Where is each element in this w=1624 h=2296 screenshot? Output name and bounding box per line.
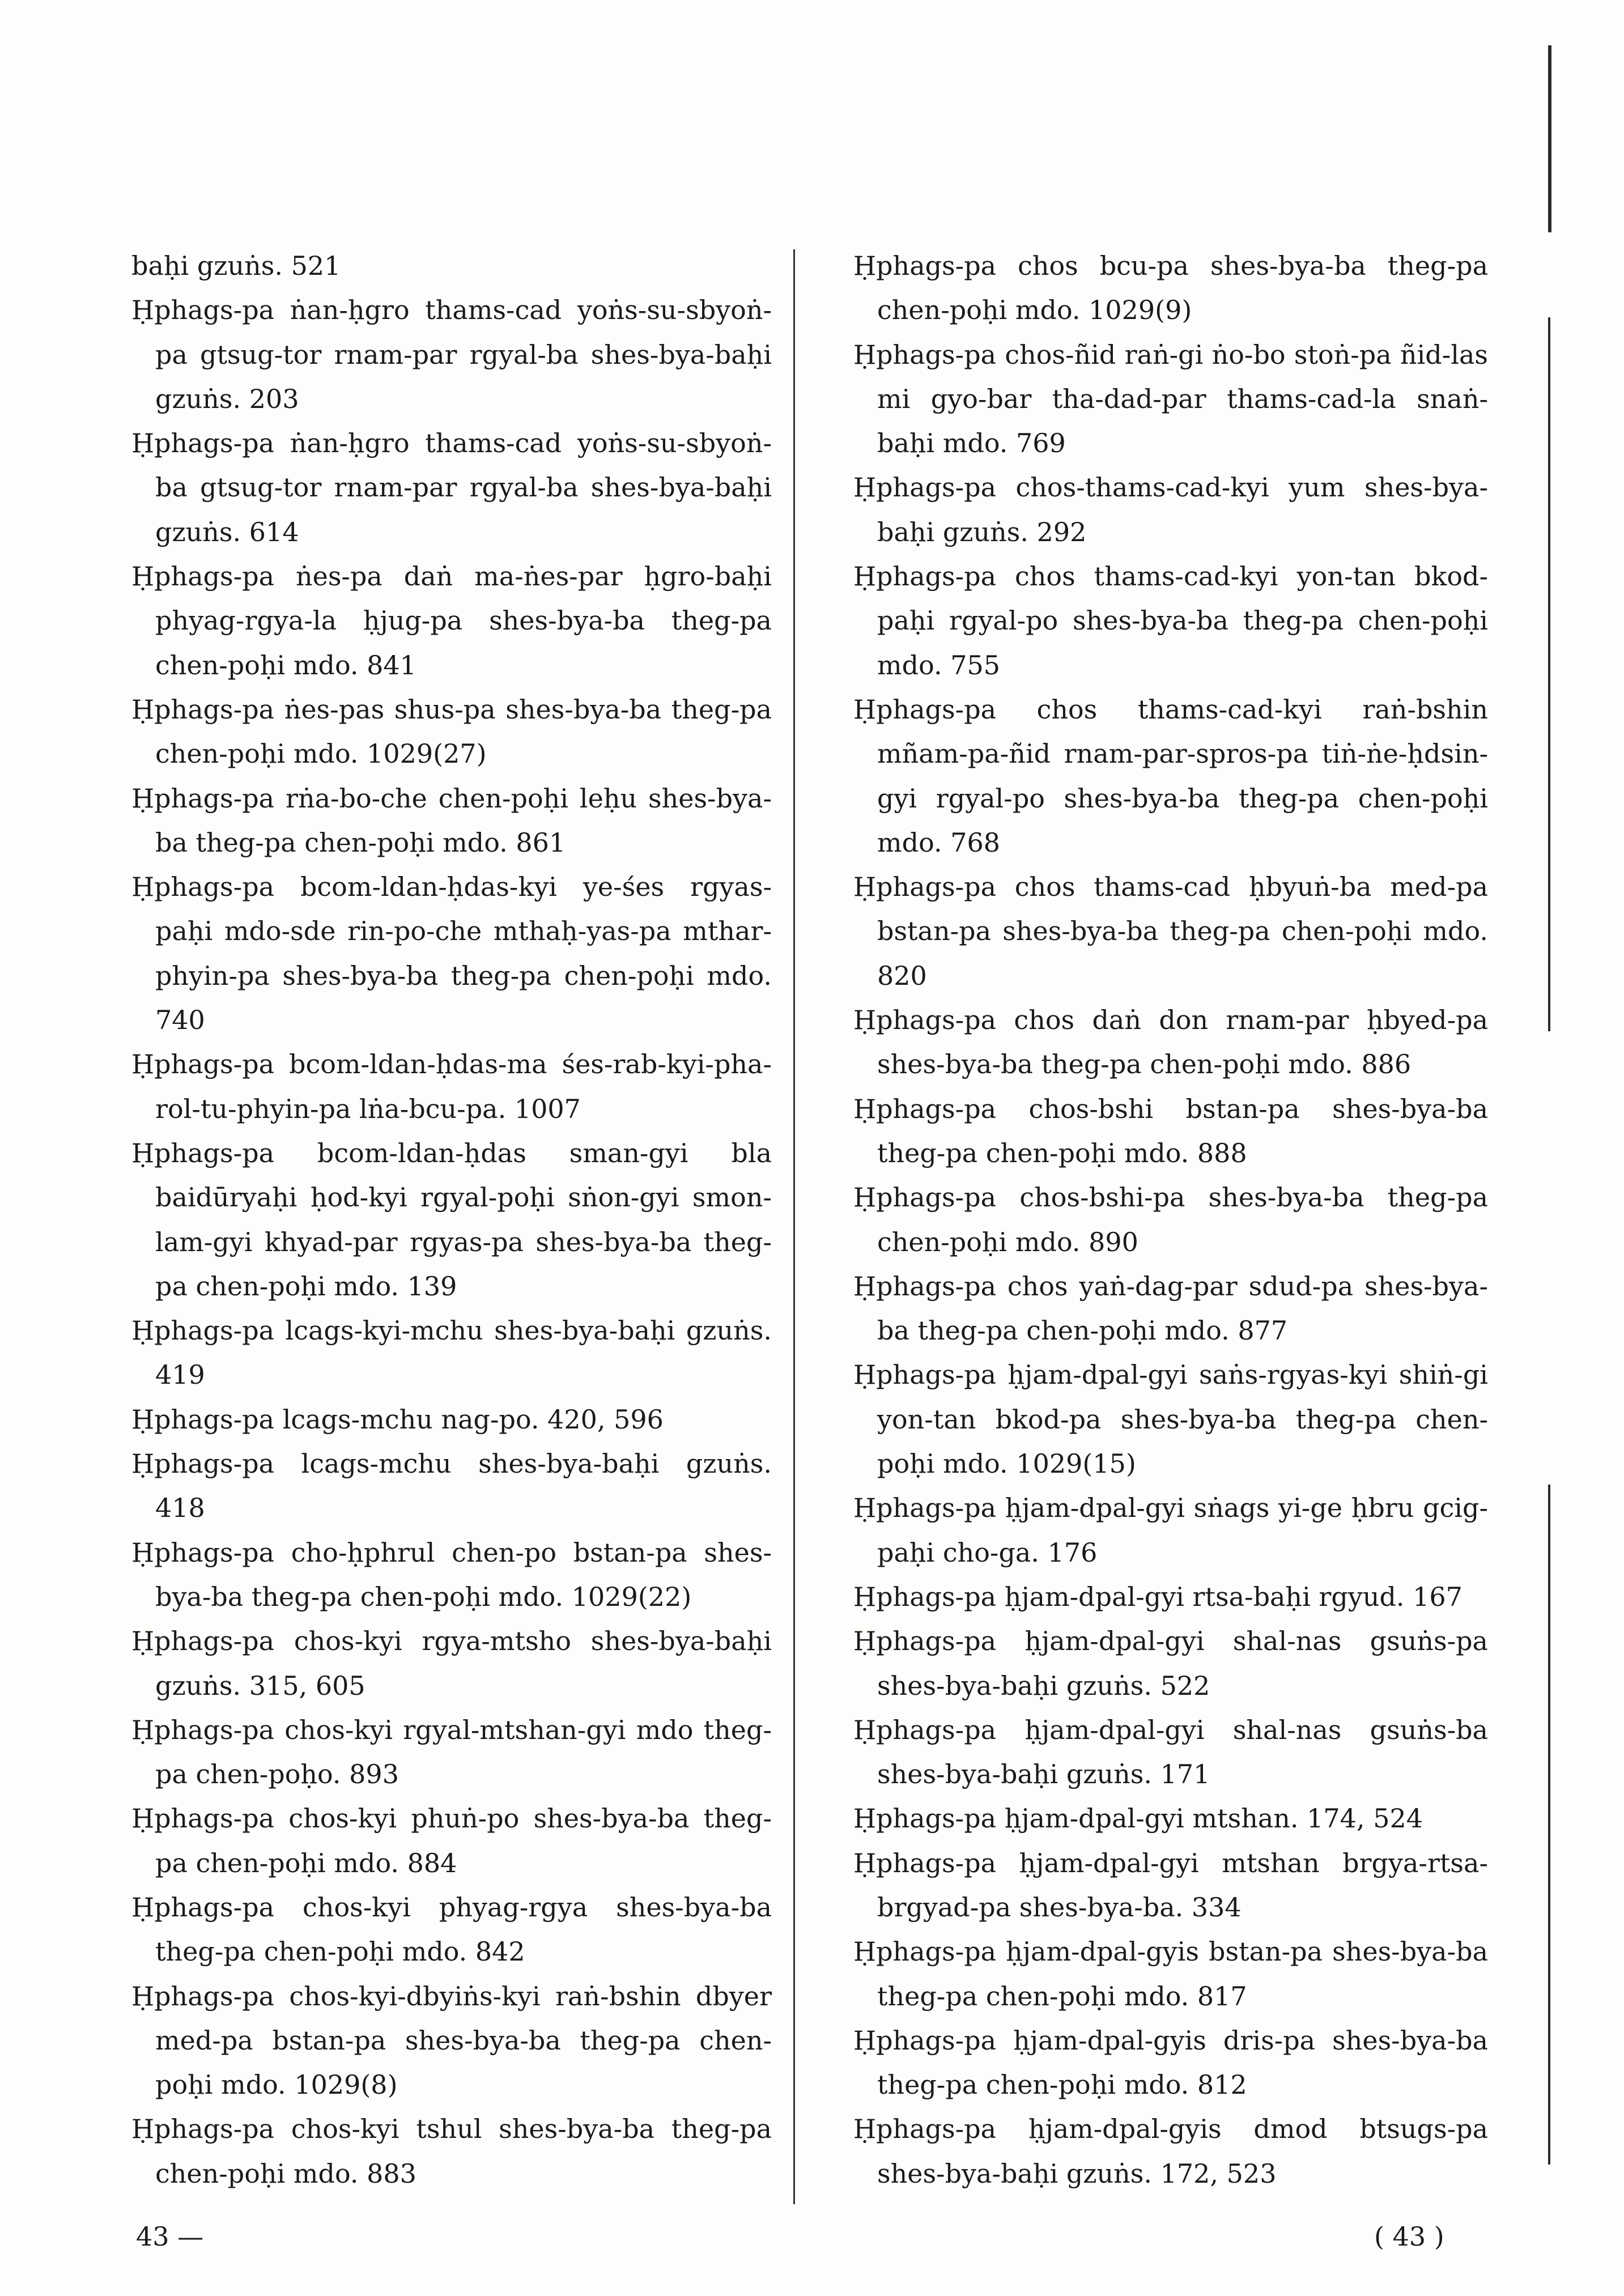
index-column-left — [131, 244, 772, 2196]
index-entry: Ḥphags-pa chos-kyi rgya-mtsho shes-bya-baḥi gzuṅs. 315, 605 — [131, 1626, 772, 1701]
index-entry: Ḥphags-pa chos-kyi-dbyiṅs-kyi raṅ-bshin dbyer med-pa bstan-pa shes-bya-ba theg-pa chen-poḥi mdo. 1029(8) — [131, 1980, 772, 2101]
index-entry: Ḥphags-pa ṅan-ḥgro thams-cad yoṅs-su-sbyoṅ-pa gtsug-tor rnam-par rgyal-ba shes-bya-baḥi gzuṅs. 203 — [131, 295, 772, 414]
index-entry: Ḥphags-pa chos-kyi phyag-rgya shes-bya-ba theg-pa chen-poḥi mdo. 842 — [131, 1891, 772, 1967]
index-entry: Ḥphags-pa chos daṅ don rnam-par ḥbyed-pa shes-bya-ba theg-pa chen-poḥi mdo. 886 — [853, 1005, 1488, 1080]
index-column-right — [853, 244, 1488, 2196]
index-entry: Ḥphags-pa ṅan-ḥgro thams-cad yoṅs-su-sbyoṅ-ba gtsug-tor rnam-par rgyal-ba shes-bya-baḥi gzuṅs. 614 — [131, 428, 772, 547]
page-edge-mark — [1548, 1485, 1550, 2165]
index-entry: Ḥphags-pa ḥjam-dpal-gyis dris-pa shes-bya-ba theg-pa chen-poḥi mdo. 812 — [853, 2025, 1488, 2101]
index-entry: Ḥphags-pa ḥjam-dpal-gyis dmod btsugs-pa shes-bya-baḥi gzuṅs. 172, 523 — [853, 2114, 1488, 2189]
index-entry: Ḥphags-pa bcom-ldan-ḥdas-ma śes-rab-kyi-pha-rol-tu-phyin-pa lṅa-bcu-pa. 1007 — [131, 1049, 772, 1124]
page-edge-mark — [1548, 45, 1551, 232]
index-entry: Ḥphags-pa chos thams-cad-kyi raṅ-bshin mñam-pa-ñid rnam-par-spros-pa tiṅ-ṅe-ḥdsin-gyi rgyal-po shes-bya-ba theg-pa chen-poḥi mdo. 768 — [853, 694, 1488, 858]
index-entry: Ḥphags-pa chos yaṅ-dag-par sdud-pa shes-bya-ba theg-pa chen-poḥi mdo. 877 — [853, 1270, 1488, 1346]
index-entry: Ḥphags-pa chos-kyi phuṅ-po shes-bya-ba theg-pa chen-poḥi mdo. 884 — [131, 1803, 772, 1878]
index-entry: Ḥphags-pa ṅes-pa daṅ ma-ṅes-par ḥgro-baḥi phyag-rgya-la ḥjug-pa shes-bya-ba theg-pa chen-poḥi mdo. 841 — [131, 561, 772, 681]
index-entry: Ḥphags-pa ṅes-pas shus-pa shes-bya-ba theg-pa chen-poḥi mdo. 1029(27) — [131, 694, 772, 769]
index-entry: Ḥphags-pa ḥjam-dpal-gyi shal-nas gsuṅs-ba shes-bya-baḥi gzuṅs. 171 — [853, 1714, 1488, 1790]
index-entry: Ḥphags-pa ḥjam-dpal-gyi rtsa-baḥi rgyud. 167 — [853, 1581, 1463, 1612]
index-entry: Ḥphags-pa lcags-mchu nag-po. 420, 596 — [131, 1404, 664, 1435]
index-entry: Ḥphags-pa chos-kyi tshul shes-bya-ba theg-pa chen-poḥi mdo. 883 — [131, 2114, 772, 2189]
index-entry: Ḥphags-pa lcags-mchu shes-bya-baḥi gzuṅs. 418 — [131, 1448, 772, 1524]
index-entry: Ḥphags-pa ḥjam-dpal-gyi sṅags yi-ge ḥbru gcig-paḥi cho-ga. 176 — [853, 1493, 1488, 1568]
index-entry: Ḥphags-pa chos bcu-pa shes-bya-ba theg-pa chen-poḥi mdo. 1029(9) — [853, 250, 1488, 326]
index-entry: Ḥphags-pa chos-kyi rgyal-mtshan-gyi mdo theg-pa chen-poḥo. 893 — [131, 1714, 772, 1790]
index-entry: Ḥphags-pa ḥjam-dpal-gyi mtshan brgya-rtsa-brgyad-pa shes-bya-ba. 334 — [853, 1847, 1488, 1923]
index-entry: Ḥphags-pa ḥjam-dpal-gyi saṅs-rgyas-kyi shiṅ-gi yon-tan bkod-pa shes-bya-ba theg-pa chen-poḥi mdo. 1029(15) — [853, 1359, 1488, 1479]
index-entry: Ḥphags-pa chos-thams-cad-kyi yum shes-bya-baḥi gzuṅs. 292 — [853, 472, 1488, 547]
page-number-right: ( 43 ) — [1374, 2221, 1444, 2252]
index-entry: baḥi gzuṅs. 521 — [131, 250, 341, 281]
column-divider — [793, 249, 795, 2204]
index-entry: Ḥphags-pa ḥjam-dpal-gyis bstan-pa shes-bya-ba theg-pa chen-poḥi mdo. 817 — [853, 1936, 1488, 2012]
page-edge-mark — [1548, 317, 1550, 1031]
index-entry: Ḥphags-pa ḥjam-dpal-gyi mtshan. 174, 524 — [853, 1803, 1423, 1834]
index-entry: Ḥphags-pa lcags-kyi-mchu shes-bya-baḥi gzuṅs. 419 — [131, 1315, 772, 1391]
index-entry: Ḥphags-pa bcom-ldan-ḥdas sman-gyi bla baidūryaḥi ḥod-kyi rgyal-poḥi sṅon-gyi smon-lam-gyi khyad-par rgyas-pa shes-bya-ba theg-pa chen-poḥi mdo. 139 — [131, 1137, 772, 1302]
index-entry: Ḥphags-pa chos-bshi-pa shes-bya-ba theg-pa chen-poḥi mdo. 890 — [853, 1182, 1488, 1257]
index-entry: Ḥphags-pa cho-ḥphrul chen-po bstan-pa shes-bya-ba theg-pa chen-poḥi mdo. 1029(22) — [131, 1537, 772, 1612]
index-entry: Ḥphags-pa chos-ñid raṅ-gi ṅo-bo stoṅ-pa ñid-las mi gyo-bar tha-dad-par thams-cad-la snaṅ-baḥi mdo. 769 — [853, 339, 1488, 459]
index-entry: Ḥphags-pa bcom-ldan-ḥdas-kyi ye-śes rgyas-paḥi mdo-sde rin-po-che mthaḥ-yas-pa mthar-phyin-pa shes-bya-ba theg-pa chen-poḥi mdo. 740 — [131, 871, 772, 1036]
index-entry: Ḥphags-pa chos thams-cad-kyi yon-tan bkod-paḥi rgyal-po shes-bya-ba theg-pa chen-poḥi mdo. 755 — [853, 561, 1488, 681]
index-entry: Ḥphags-pa rṅa-bo-che chen-poḥi leḥu shes-bya-ba theg-pa chen-poḥi mdo. 861 — [131, 783, 772, 858]
index-entry: Ḥphags-pa chos-bshi bstan-pa shes-bya-ba theg-pa chen-poḥi mdo. 888 — [853, 1093, 1488, 1168]
index-entry: Ḥphags-pa ḥjam-dpal-gyi shal-nas gsuṅs-pa shes-bya-baḥi gzuṅs. 522 — [853, 1626, 1488, 1701]
index-entry: Ḥphags-pa chos thams-cad ḥbyuṅ-ba med-pa bstan-pa shes-bya-ba theg-pa chen-poḥi mdo. 820 — [853, 871, 1488, 991]
page-number-left: 43 — — [136, 2221, 204, 2252]
